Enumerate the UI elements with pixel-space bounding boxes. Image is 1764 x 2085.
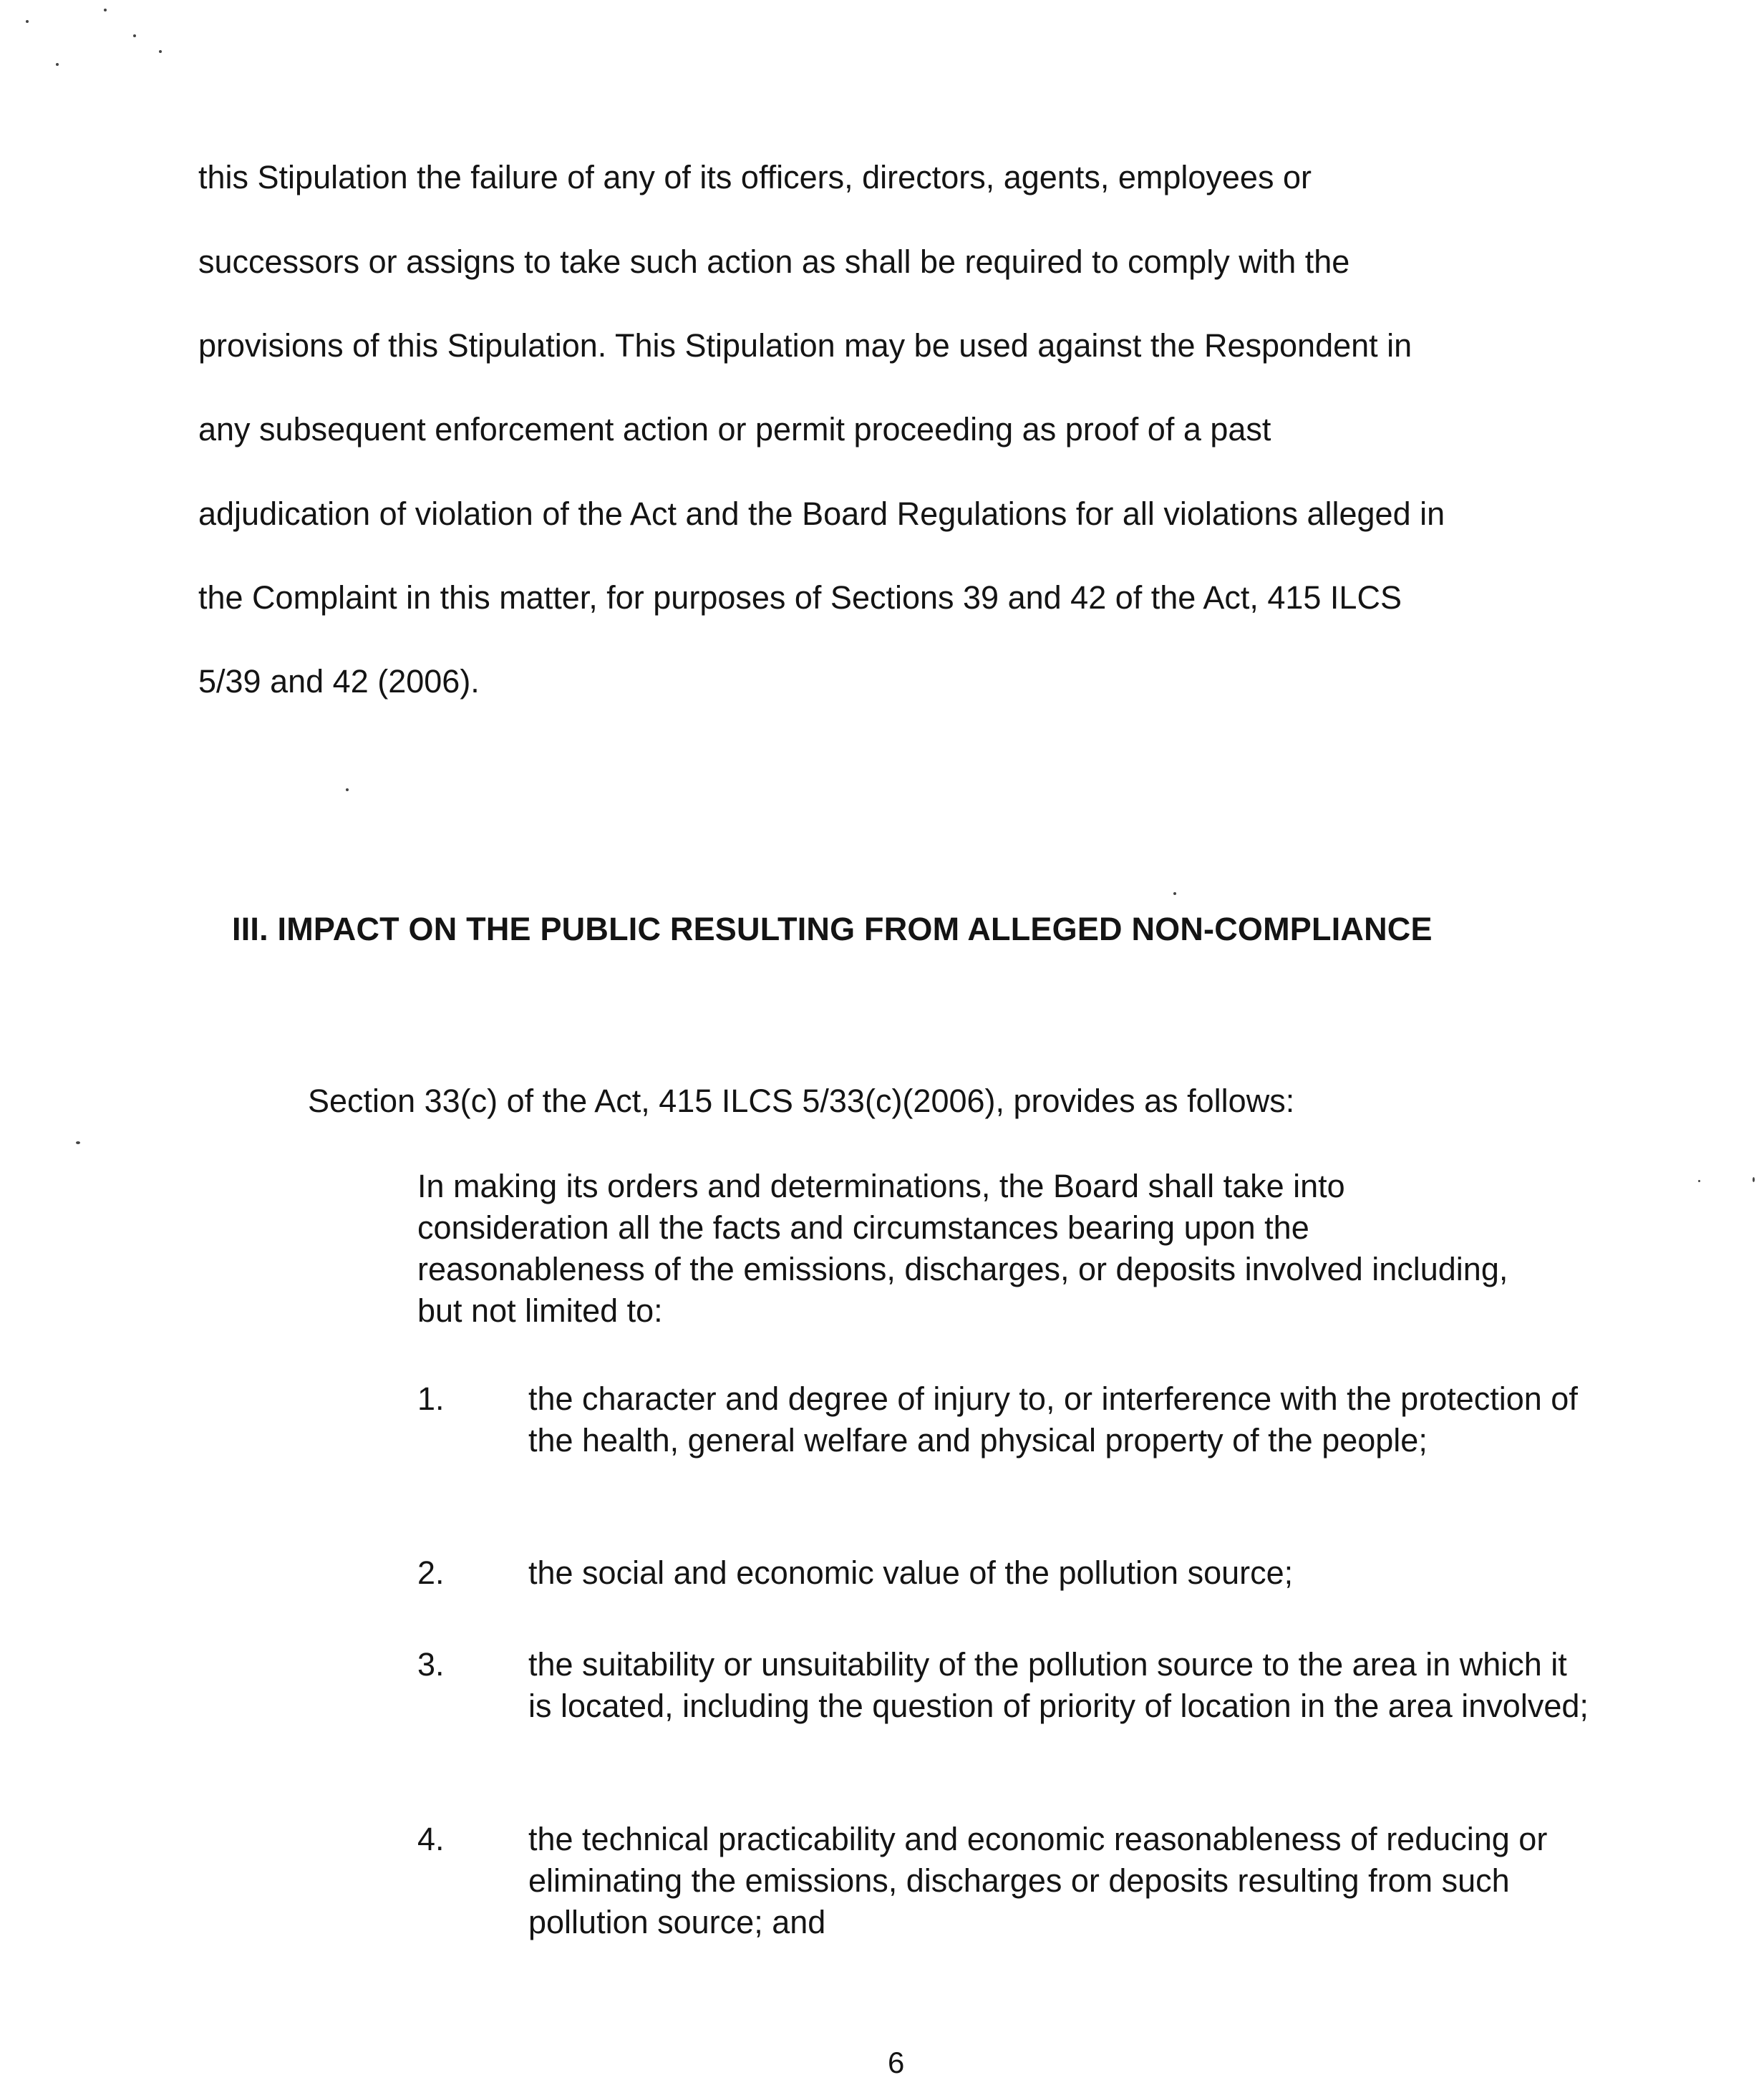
factor-text: the social and economic value of the pollution source;	[528, 1554, 1294, 1591]
scan-speck	[26, 20, 29, 23]
factor-text: the technical practicability and economic reasonableness of reducing or eliminating the emissions, discharges or deposits resulting from such pollution source; and	[528, 1821, 1548, 1940]
scan-speck	[159, 50, 162, 53]
scan-speck	[133, 34, 136, 37]
factor-number: 1.	[417, 1380, 445, 1417]
factor-text: the suitability or unsuitability of the pollution source to the area in which it is located, including the question of priority of location in the area involved;	[528, 1646, 1589, 1724]
scan-speck	[346, 788, 349, 791]
scan-speck	[56, 63, 59, 66]
factor-item	[417, 1819, 1599, 1943]
factor-item	[417, 1378, 1599, 1461]
factor-text: the character and degree of injury to, or interference with the protection of the health, general welfare and physical property of the people;	[528, 1380, 1578, 1458]
paragraph-line: this Stipulation the failure of any of its officers, directors, agents, employees or	[198, 159, 1312, 195]
statute-quote: In making its orders and determinations, the Board shall take into consideration all the facts and circumstances bearing upon the reasonableness of the emissions, discharges, or deposits involved including, but not limited to:	[417, 1168, 1508, 1329]
scan-speck	[1173, 892, 1176, 895]
section-heading: III. IMPACT ON THE PUBLIC RESULTING FROM ALLEGED NON-COMPLIANCE	[232, 911, 1433, 947]
paragraph-line: provisions of this Stipulation. This Stipulation may be used against the Respondent in	[198, 327, 1412, 364]
page-number: 6	[888, 2046, 905, 2079]
factor-number: 2.	[417, 1554, 445, 1591]
scan-speck	[1753, 1177, 1755, 1182]
factor-item	[417, 1552, 1599, 1594]
factor-item	[417, 1644, 1599, 1727]
paragraph-line: successors or assigns to take such action as shall be required to comply with the	[198, 243, 1350, 280]
scan-speck	[1698, 1180, 1700, 1182]
paragraph-line: any subsequent enforcement action or permit proceeding as proof of a past	[198, 411, 1271, 448]
scan-speck	[104, 9, 107, 11]
statute-intro: Section 33(c) of the Act, 415 ILCS 5/33(c)(2006), provides as follows:	[308, 1083, 1295, 1119]
paragraph-line: 5/39 and 42 (2006).	[198, 663, 480, 700]
factor-number: 4.	[417, 1821, 445, 1857]
scan-speck	[76, 1141, 80, 1144]
paragraph-line: adjudication of violation of the Act and the Board Regulations for all violations alleged in	[198, 495, 1445, 532]
factor-number: 3.	[417, 1646, 445, 1683]
paragraph-line: the Complaint in this matter, for purposes of Sections 39 and 42 of the Act, 415 ILCS	[198, 579, 1402, 616]
